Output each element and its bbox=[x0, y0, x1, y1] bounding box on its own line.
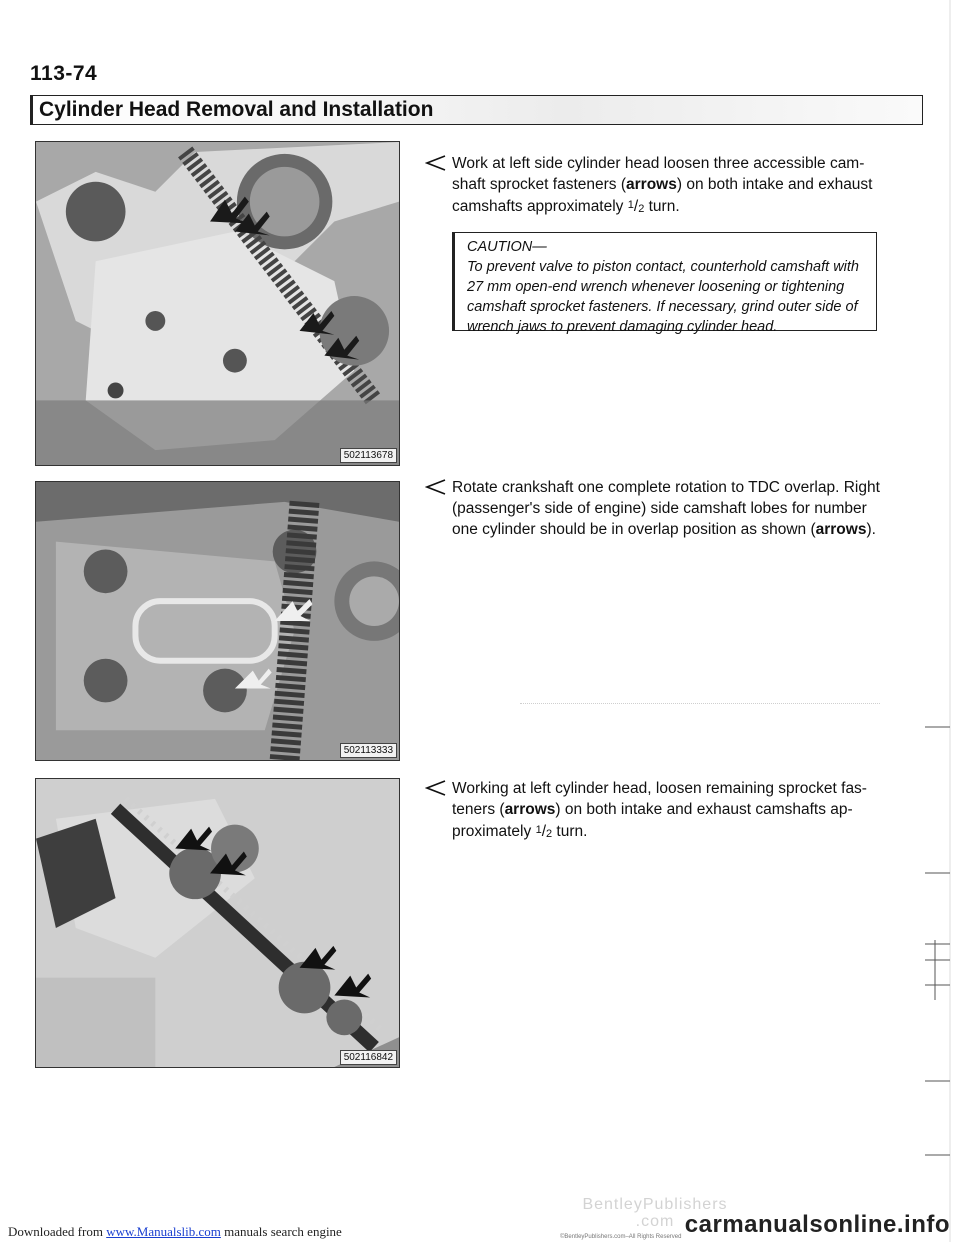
step-2 bbox=[425, 477, 895, 540]
caution-title: CAUTION— bbox=[467, 239, 547, 255]
photo-1-illustration bbox=[36, 142, 399, 465]
site-watermark: carmanualsonline.info bbox=[684, 1211, 950, 1238]
pointer-arrow-icon bbox=[425, 479, 447, 495]
pointer-arrow-icon bbox=[425, 155, 447, 171]
download-footer: Downloaded from www.Manualslib.com manuals search engine bbox=[8, 1224, 342, 1239]
section-header bbox=[30, 95, 923, 125]
section-title: Cylinder Head Removal and Installation bbox=[39, 98, 434, 121]
scan-artifact-line bbox=[520, 703, 880, 705]
step-3-text: Working at left cylinder head, loosen remaining sprocket fas-teners (arrows) on both intake and exhaust camshafts ap-proximately 1/2 turn. bbox=[452, 780, 867, 840]
photo-3-illustration bbox=[36, 779, 399, 1067]
caution-body: To prevent valve to piston contact, counterhold camshaft with 27 mm open-end wrench whenever loosening or tightening camshaft sprocket fasteners. If necessary, grind outer side of wrench jaws to prevent damaging cylinder head. bbox=[467, 259, 859, 335]
engine-photo-1 bbox=[35, 141, 400, 466]
copyright-notice: ©BentleyPublishers.com–All Rights Reserved bbox=[560, 1234, 682, 1240]
engine-photo-3 bbox=[35, 778, 400, 1068]
pointer-arrow-icon bbox=[425, 780, 447, 796]
step-3 bbox=[425, 778, 895, 845]
page-edge-marks bbox=[920, 0, 960, 1242]
photo-2-illustration bbox=[36, 482, 399, 760]
step-1-text: Work at left side cylinder head loosen three accessible cam-shaft sprocket fasteners (arrows) on both intake and exhaust camshafts approximately 1/2 turn. bbox=[452, 155, 873, 215]
figure-id-2: 502113333 bbox=[340, 743, 397, 758]
figure-id-3: 502116842 bbox=[340, 1050, 397, 1065]
step-2-text: Rotate crankshaft one complete rotation to TDC overlap. Right (passenger's side of engine) side camshaft lobes for number one cylinder should be in overlap position as shown (arrows). bbox=[452, 479, 880, 538]
figure-id-1: 502113678 bbox=[340, 448, 397, 463]
caution-box bbox=[452, 232, 877, 335]
page-number: 113-74 bbox=[30, 62, 98, 85]
manualslib-link[interactable]: www.Manualslib.com bbox=[106, 1224, 221, 1239]
publisher-watermark: BentleyPublishers .com bbox=[582, 1196, 728, 1230]
step-1 bbox=[425, 153, 895, 220]
engine-photo-2 bbox=[35, 481, 400, 761]
